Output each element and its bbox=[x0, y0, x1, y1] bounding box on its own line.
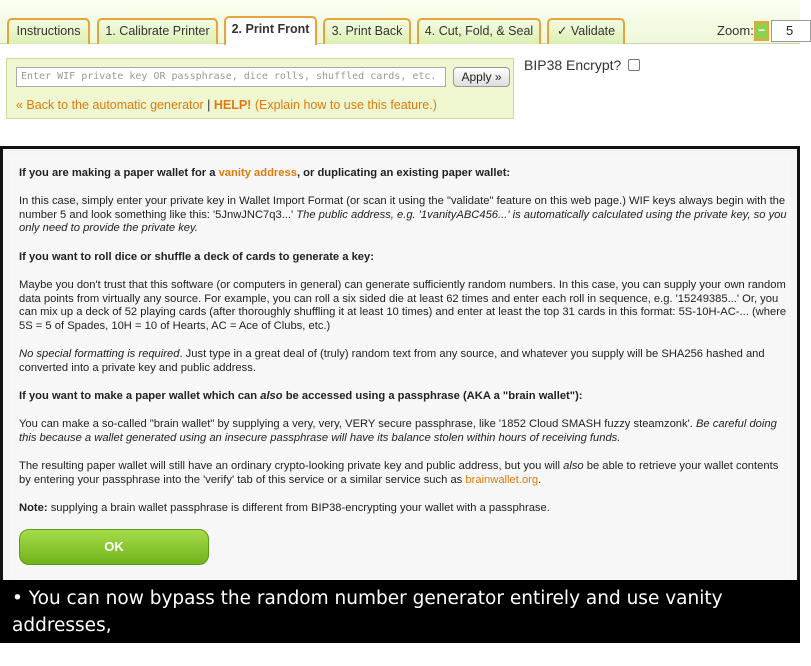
zoom-label: Zoom: bbox=[717, 23, 754, 38]
tab-calibrate-printer[interactable]: 1. Calibrate Printer bbox=[97, 18, 218, 44]
apply-button[interactable]: Apply » bbox=[453, 67, 510, 87]
video-caption bbox=[0, 580, 800, 663]
paragraph-brain-wallet: You can make a so-called "brain wallet" by supplying a very, very, VERY secure passphrase, like '1852 Cloud SMASH fuzzy steamzonk'. Be careful doing this because a wallet generated using an insecure passphrase will have its balance stolen within hours of receiving funds. bbox=[19, 418, 777, 444]
bip38-label: BIP38 Encrypt? bbox=[524, 57, 622, 73]
tab-print-back[interactable]: 3. Print Back bbox=[323, 18, 411, 44]
vanity-address-link[interactable]: vanity address bbox=[218, 167, 297, 179]
tab-print-front[interactable]: 2. Print Front bbox=[224, 16, 317, 45]
caption-line-2: dice, playing cards, brain wallets... bbox=[12, 642, 334, 663]
paragraph-no-formatting: No special formatting is required. Just type in a great deal of (truly) random text from any source, and whatever you supply will be SHA256 hashed and converted into a private key and public address. bbox=[19, 348, 765, 374]
tab-bar bbox=[0, 0, 800, 44]
link-separator: | bbox=[207, 98, 211, 112]
paragraph-resulting-wallet: The resulting paper wallet will still have an ordinary crypto-looking private key and public address, but you will also be able to retrieve your wallet contents by entering your passphrase into the 'verify' tab of this service or a similar service such as brainwallet.org. bbox=[19, 460, 779, 486]
paragraph-note: Note: supplying a brain wallet passphrase is different from BIP38-encrypting your wallet with a passphrase. bbox=[19, 502, 550, 514]
heading-brain-wallet: If you want to make a paper wallet which can also be accessed using a passphrase (AKA a "brain wallet"): bbox=[19, 390, 583, 402]
help-dialog-body bbox=[9, 155, 791, 581]
caption-line-1: • You can now bypass the random number generator entirely and use vanity addresses, bbox=[12, 588, 723, 636]
zoom-input[interactable]: 5 bbox=[771, 20, 811, 42]
ok-button[interactable]: OK bbox=[19, 529, 209, 565]
back-to-generator-link[interactable]: « Back to the automatic generator bbox=[16, 98, 204, 112]
tab-instructions[interactable]: Instructions bbox=[7, 18, 90, 44]
tab-validate[interactable]: ✓ Validate bbox=[547, 18, 625, 44]
heading-dice-cards: If you want to roll dice or shuffle a deck of cards to generate a key: bbox=[19, 251, 374, 263]
help-dialog bbox=[0, 146, 800, 580]
help-explain-link[interactable]: (Explain how to use this feature.) bbox=[254, 98, 437, 112]
bip38-checkbox[interactable] bbox=[628, 59, 640, 71]
heading-vanity: If you are making a paper wallet for a vanity address, or duplicating an existing paper wallet: bbox=[19, 167, 511, 179]
entropy-panel bbox=[6, 58, 514, 119]
tab-cut-fold-seal[interactable]: 4. Cut, Fold, & Seal bbox=[417, 18, 541, 44]
zoom-minus-button[interactable]: − bbox=[754, 21, 769, 41]
panel-links bbox=[16, 98, 437, 112]
entropy-input[interactable]: Enter WIF private key OR passphrase, dice rolls, shuffled cards, etc. bbox=[16, 67, 446, 87]
paragraph-wif: In this case, simply enter your private key in Wallet Import Format (or scan it using the "validate" feature on this web page.) WIF keys always begin with the number 5 and look something like this: '5JnwJNC7q3...' The public address, e.g. '1vanityABC456...' is automatically calculated using the private key, so you only need to provide the private key. bbox=[19, 195, 787, 234]
brainwallet-link[interactable]: brainwallet.org bbox=[465, 473, 539, 486]
paragraph-dice-cards: Maybe you don't trust that this software (or computers in general) can generate sufficiently random numbers. In this case, you can supply your own random data points from virtually any source. For example, you can roll a six sided die at least 62 times and enter each roll in sequence, e.g. '15249385...' Or, you can mix up a deck of 52 playing cards (after thoroughly shuffling it at least 10 times) and enter at least the top 31 cards in this format: 5S-10H-AC-... (where 5S = 5 of Spades, 10H = 10 of Hearts, AC = Ace of Clubs, etc.) bbox=[19, 279, 787, 332]
help-link[interactable]: HELP! bbox=[213, 98, 252, 112]
